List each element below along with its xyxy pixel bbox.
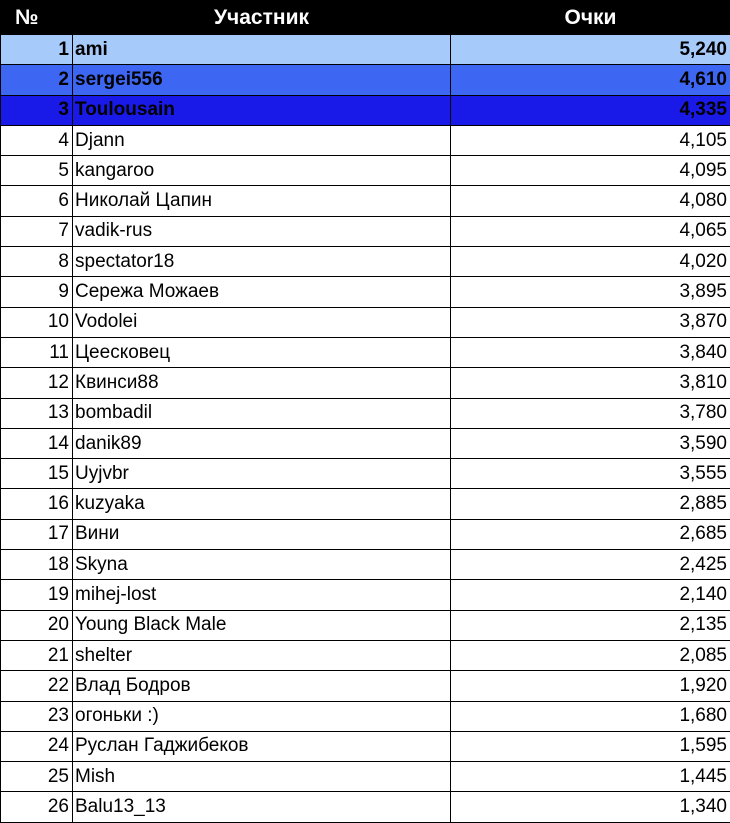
row-rank: 13 [1, 398, 73, 428]
table-row [1, 398, 730, 428]
row-participant: bombadil [73, 398, 451, 428]
row-points: 4,105 [451, 125, 730, 155]
row-rank: 15 [1, 459, 73, 489]
table-body [1, 35, 730, 823]
row-rank: 18 [1, 550, 73, 580]
row-participant: Young Black Male [73, 610, 451, 640]
row-points: 2,085 [451, 640, 730, 670]
row-points: 2,425 [451, 550, 730, 580]
table-row [1, 792, 730, 822]
table-row [1, 580, 730, 610]
row-participant: shelter [73, 640, 451, 670]
row-points: 3,780 [451, 398, 730, 428]
table-row [1, 610, 730, 640]
header-row [1, 1, 730, 35]
table-header [1, 1, 730, 35]
row-points: 3,840 [451, 337, 730, 367]
row-points: 4,610 [451, 65, 730, 95]
table-row [1, 156, 730, 186]
row-participant: Квинси88 [73, 368, 451, 398]
row-points: 3,810 [451, 368, 730, 398]
table-row [1, 368, 730, 398]
row-participant: Сережа Можаев [73, 277, 451, 307]
row-participant: spectator18 [73, 247, 451, 277]
row-participant: danik89 [73, 428, 451, 458]
row-participant: vadik-rus [73, 216, 451, 246]
row-rank: 24 [1, 731, 73, 761]
row-points: 1,445 [451, 762, 730, 792]
table-row [1, 550, 730, 580]
row-points: 2,135 [451, 610, 730, 640]
row-participant: Vodolei [73, 307, 451, 337]
row-participant: Влад Бодров [73, 671, 451, 701]
row-rank: 16 [1, 489, 73, 519]
row-rank: 2 [1, 65, 73, 95]
row-participant: Николай Цапин [73, 186, 451, 216]
row-rank: 1 [1, 35, 73, 65]
row-points: 3,895 [451, 277, 730, 307]
row-participant: Balu13_13 [73, 792, 451, 822]
row-points: 1,680 [451, 701, 730, 731]
row-points: 4,095 [451, 156, 730, 186]
row-points: 5,240 [451, 35, 730, 65]
table-row [1, 65, 730, 95]
table-row [1, 35, 730, 65]
row-rank: 7 [1, 216, 73, 246]
row-participant: Djann [73, 125, 451, 155]
table-row [1, 95, 730, 125]
row-rank: 4 [1, 125, 73, 155]
row-points: 3,555 [451, 459, 730, 489]
row-points: 4,065 [451, 216, 730, 246]
row-participant: Skyna [73, 550, 451, 580]
row-rank: 10 [1, 307, 73, 337]
row-rank: 20 [1, 610, 73, 640]
row-participant: Toulousain [73, 95, 451, 125]
table-row [1, 701, 730, 731]
table-row [1, 459, 730, 489]
table-row [1, 671, 730, 701]
table-row [1, 428, 730, 458]
table-row [1, 762, 730, 792]
row-rank: 3 [1, 95, 73, 125]
row-points: 4,080 [451, 186, 730, 216]
row-participant: Uyjvbr [73, 459, 451, 489]
row-rank: 25 [1, 762, 73, 792]
row-participant: sergei556 [73, 65, 451, 95]
row-participant: Руслан Гаджибеков [73, 731, 451, 761]
row-points: 1,595 [451, 731, 730, 761]
row-rank: 6 [1, 186, 73, 216]
row-rank: 9 [1, 277, 73, 307]
table-row [1, 186, 730, 216]
row-rank: 8 [1, 247, 73, 277]
row-participant: kangaroo [73, 156, 451, 186]
row-participant: Вини [73, 519, 451, 549]
table-row [1, 125, 730, 155]
table-row [1, 519, 730, 549]
row-points: 3,590 [451, 428, 730, 458]
row-points: 2,885 [451, 489, 730, 519]
row-rank: 21 [1, 640, 73, 670]
row-points: 1,340 [451, 792, 730, 822]
row-rank: 17 [1, 519, 73, 549]
table-row [1, 277, 730, 307]
row-points: 4,335 [451, 95, 730, 125]
row-participant: mihej-lost [73, 580, 451, 610]
row-rank: 5 [1, 156, 73, 186]
header-points: Очки [451, 1, 730, 35]
row-participant: огоньки :) [73, 701, 451, 731]
row-rank: 23 [1, 701, 73, 731]
row-rank: 19 [1, 580, 73, 610]
row-rank: 22 [1, 671, 73, 701]
table-row [1, 337, 730, 367]
row-rank: 11 [1, 337, 73, 367]
row-rank: 26 [1, 792, 73, 822]
table-row [1, 640, 730, 670]
table-row [1, 247, 730, 277]
row-rank: 14 [1, 428, 73, 458]
table-row [1, 731, 730, 761]
table-row [1, 307, 730, 337]
row-points: 3,870 [451, 307, 730, 337]
row-rank: 12 [1, 368, 73, 398]
header-participant: Участник [73, 1, 451, 35]
row-participant: ami [73, 35, 451, 65]
row-participant: Цеесковец [73, 337, 451, 367]
row-points: 1,920 [451, 671, 730, 701]
header-rank: № [1, 1, 73, 35]
row-points: 2,140 [451, 580, 730, 610]
row-points: 2,685 [451, 519, 730, 549]
row-participant: Mish [73, 762, 451, 792]
table-row [1, 489, 730, 519]
row-points: 4,020 [451, 247, 730, 277]
row-participant: kuzyaka [73, 489, 451, 519]
table-row [1, 216, 730, 246]
